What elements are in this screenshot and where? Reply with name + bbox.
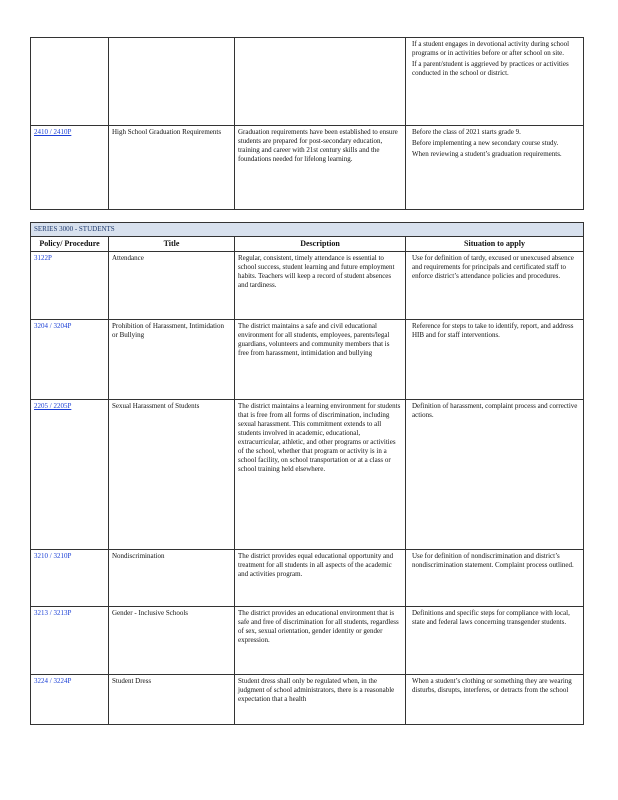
policy-cell: 3224 / 3224P	[31, 675, 109, 725]
bullet-item: Reference for steps to take to identify, report, and address HIB and for staff interventions.	[412, 322, 574, 339]
title-cell: Gender - Inclusive Schools	[109, 607, 235, 675]
title-cell: Attendance	[109, 252, 235, 320]
bullet-item: Definitions and specific steps for compliance with local, state and federal laws concerning transgender students.	[412, 609, 570, 626]
situation-cell	[406, 550, 584, 607]
situation-cell	[406, 607, 584, 675]
policy-cell: 3122P	[31, 252, 109, 320]
policy-cell: 3213 / 3213P	[31, 607, 109, 675]
situation-cell	[406, 252, 584, 320]
policy-cell	[31, 38, 109, 126]
description-cell: Student dress shall only be regulated when, in the judgment of school administrators, there is a reasonable expectation that a health	[235, 675, 406, 725]
series-title: SERIES 3000 - STUDENTS	[31, 223, 584, 237]
situation-cell	[406, 400, 584, 550]
description-cell: Graduation requirements have been established to ensure students are prepared for post-secondary education, training and career with 21st century skills and the foundations needed for lifelong learning.	[235, 126, 406, 210]
table-row	[31, 675, 584, 725]
header-situation: Situation to apply	[406, 237, 584, 252]
table-row	[31, 400, 584, 550]
column-header-row	[31, 237, 584, 252]
table-row	[31, 607, 584, 675]
description-cell: The district maintains a learning environment for students that is free from all forms of discrimination, including sexual harassment. This commitment extends to all students involved in academic, educational, extracurricular, athletic, and other programs or activities of the school, whether that program or activity is in a school facility, on school transportation or at a class or school training held elsewhere.	[235, 400, 406, 550]
title-cell: Prohibition of Harassment, Intimidation or Bullying	[109, 320, 235, 400]
table-row	[31, 550, 584, 607]
situation-cell	[406, 675, 584, 725]
bullet-item: Definition of harassment, complaint process and corrective actions.	[412, 402, 578, 419]
bullet-item: Use for definition of nondiscrimination and district’s nondiscrimination statement. Complaint process outlined.	[412, 552, 574, 569]
situation-cell	[406, 320, 584, 400]
bullet-item: Before implementing a new secondary course study.	[412, 139, 559, 147]
header-policy: Policy/ Procedure	[31, 237, 109, 252]
title-cell: Student Dress	[109, 675, 235, 725]
table-row	[31, 320, 584, 400]
description-cell: The district provides an educational environment that is safe and free of discrimination for all students, regardless of sex, sexual orientation, gender identity or gender expression.	[235, 607, 406, 675]
description-cell: Regular, consistent, timely attendance is essential to school success, student learning and future employment habits. Teachers will keep a record of student absences and tardiness.	[235, 252, 406, 320]
situation-cell	[406, 38, 584, 126]
description-cell	[235, 38, 406, 126]
policy-cell: 3204 / 3204P	[31, 320, 109, 400]
header-description: Description	[235, 237, 406, 252]
table-row	[31, 38, 584, 126]
table-row	[31, 252, 584, 320]
series-3000-table	[30, 222, 584, 725]
title-cell: High School Graduation Requirements	[109, 126, 235, 210]
policy-link[interactable]: 2205 / 2205P	[31, 400, 109, 550]
header-title: Title	[109, 237, 235, 252]
title-cell: Nondiscrimination	[109, 550, 235, 607]
policy-cell: 3210 / 3210P	[31, 550, 109, 607]
bullet-item: When a student’s clothing or something they are wearing disturbs, disrupts, interferes, or detracts from the school	[412, 677, 572, 694]
prev-policy-table	[30, 37, 584, 210]
policy-link[interactable]: 2410 / 2410P	[31, 126, 109, 210]
bullet-item: If a parent/student is aggrieved by practices or activities conducted in the school or district.	[412, 60, 569, 77]
bullet-item: If a student engages in devotional activity during school programs or in activities before or after school on site.	[412, 40, 570, 57]
description-cell: The district maintains a safe and civil educational environment for all students, employees, parents/legal guardians, volunteers and community members that is free from harassment, intimidation and bullying	[235, 320, 406, 400]
title-cell: Sexual Harassment of Students	[109, 400, 235, 550]
description-cell: The district provides equal educational opportunity and treatment for all students in all aspects of the academic and activities program.	[235, 550, 406, 607]
situation-cell	[406, 126, 584, 210]
series-header-row	[31, 223, 584, 237]
table-row	[31, 126, 584, 210]
title-cell	[109, 38, 235, 126]
bullet-item: Use for definition of tardy, excused or unexcused absence and requirements for principals and certificated staff to enforce district’s attendance policies and procedures.	[412, 254, 574, 280]
bullet-item: When reviewing a student’s graduation requirements.	[412, 150, 562, 158]
bullet-item: Before the class of 2021 starts grade 9.	[412, 128, 521, 136]
